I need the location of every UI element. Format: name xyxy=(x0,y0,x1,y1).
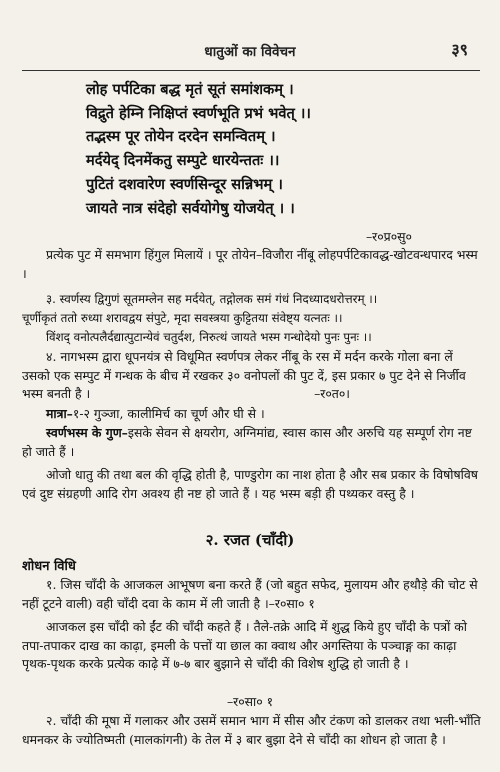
sanskrit-line-3: विंशद् वनोत्पलैर्दद्यात्पुटान्येवं चतुर्दश, निरुत्थं जायते भस्म गन्धोदेयो पुनः पुनः ।। xyxy=(46,330,372,344)
verse-line-2: विद्रुते हेम्नि निक्षिप्तं स्वर्णभूति प्रभं भवेत् ।। xyxy=(86,105,311,122)
header-divider xyxy=(22,70,480,71)
verse-line-3: तद्भस्म पूर तोयेन दरदेन समन्वितम् । xyxy=(86,128,276,145)
section-title-rajat: २. रजत (चाँदी) xyxy=(205,531,295,549)
verse-line-6: जायते नात्र संदेहो सर्वयोगेषु योजयेत् । । xyxy=(86,200,295,217)
dose-line xyxy=(22,405,482,424)
rajat-paragraph-3: २. चाँदी की मूषा में गलाकर और उसमें समान भाग में सीस और टंकण को डालकर तथा भली-भाँति धमनकर के ज्योतिष्मती (मालकांगनी) के तेल में ३ बार बुझा देने से चाँदी का शोधन हो जाता है । xyxy=(22,713,481,747)
dose-label: मात्रा– xyxy=(46,406,73,421)
verse-line-4: मर्दयेद् दिनमेंकतु सम्पुटे धारयेन्ततः ।। xyxy=(86,152,280,169)
benefits-paragraph xyxy=(22,424,482,461)
rajat-paragraph-2: आजकल इस चाँदी को ईंट की चाँदी कहते हैं । तैले-तक्रे आदि में शुद्ध किये हुए चाँदी के पत्रों को तपा-तपाकर दाख का काढ़ा, इमली के पत्तों या छाल का क्वाथ और अगस्तिया के पञ्चाङ्ग का काढ़ा पृथक-पृथक करके प्रत्येक काढ़े में ७-७ बार बुझाने से चाँदी की विशेष शुद्धि हो जाती है । xyxy=(22,619,467,671)
sanskrit-line-2: चूर्णीकृतं ततो रुध्या शरावद्वय संपुटे, मृदा सवस्त्रया कुट्टितया संवेष्ट्य यत्नतः ।। xyxy=(22,311,343,325)
verse-line-1: लोह पर्पटिका बद्ध मृतं सूतं समांशकम् । xyxy=(86,81,294,98)
paragraph-reference: –र०त०। xyxy=(314,386,350,401)
sanskrit-line-1: ३. स्वर्णस्य द्विगुणं सूतमम्लेन सह मर्दयेत्, तद्गोलक समं गंधं निदध्यादधरोत्तरम् ।। xyxy=(46,292,378,306)
dose-text: १-२ गुञ्जा, कालीमिर्च का चूर्ण और घी से । xyxy=(72,406,265,421)
subheading-shodhan: शोधन विधि xyxy=(22,559,76,574)
paragraph-putas: प्रत्येक पुट में समभाग हिंगुल मिलायें । पूर तोयेन–विजौरा नींबू लोहपर्पटिकावद्ध-खोटवन्धपारद भस्म । xyxy=(22,247,478,281)
rajat-paragraph-1: १. जिस चाँदी के आजकल आभूषण बना करते हैं (जो बहुत सफेद, मुलायम और हथौड़े की चोट से नहीं टूटने वाली) वही चाँदी दवा के काम में ली जाती है ।–र०सा० १ xyxy=(22,577,478,611)
verse-line-5: पुटितं दशवारेण स्वर्णसिन्दूर सन्निभम् । xyxy=(86,176,283,193)
paragraph-naga-bhasma: ४. नागभस्म द्वारा धूपनयंत्र से विधूमित स्वर्णपत्र लेकर नींबू के रस में मर्दन करके गोला बना लें उसको एक सम्पुट में गन्धक के बीच में रखकर ३० वनोपलों की पुट दें, इस प्रकार ७ पुट देने से निर्जीव भस्म बनती है । xyxy=(22,349,466,401)
page-number: ३९ xyxy=(451,40,468,59)
rajat-paragraph-2-reference: –र०सा० १ xyxy=(226,694,274,709)
running-header: धातुओं का विवेचन xyxy=(204,44,296,60)
benefits-label: स्वर्णभस्म के गुण– xyxy=(46,425,128,440)
benefits-text: इसके सेवन से क्षयरोग, अग्निमांद्य, स्वास कास और अरुचि यह सम्पूर्ण रोग नष्ट हो जाते हैं । xyxy=(22,425,472,459)
verse-reference: –र०प्र०सु० xyxy=(365,229,412,244)
paragraph-ojas: ओजो धातु की तथा बल की वृद्धि होती है, पाण्डुरोग का नाश होता है और सब प्रकार के विषोषविष एवं दुष्ट संग्रहणी आदि रोग अवश्य ही नष्ट हो जाते हैं । यह भस्म बड़ी ही पथ्यकर वस्तु है । xyxy=(22,467,478,501)
